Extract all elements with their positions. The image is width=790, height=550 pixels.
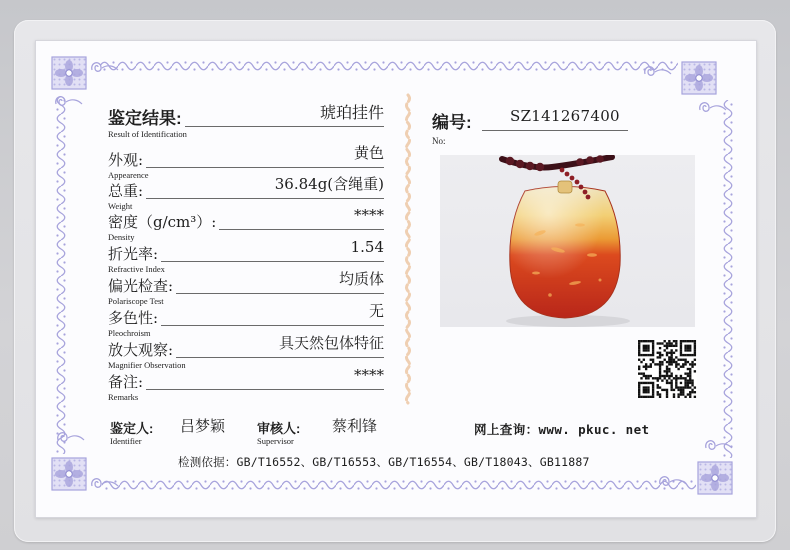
field-label: 折光率: [108,245,159,263]
field-label-en: Polariscope Test [108,296,164,306]
field-value: 1.54 [350,238,384,256]
qr-code-icon [637,340,697,398]
field-label-en: Refractive Index [108,264,165,274]
field-row-polariscope [108,270,384,308]
field-value: 黄色 [353,144,384,162]
amber-pendant-photo [440,155,695,327]
field-label-en: Remarks [108,392,139,402]
supervisor-block [257,421,300,446]
field-value: **** [354,366,384,384]
result-label: 鉴定结果: [108,109,182,128]
field-label-en: Appearence [108,170,149,180]
field-label-en: Magnifier Observation [108,360,186,370]
number-label: 编号: [432,113,472,132]
identifier-label: 鉴定人: [110,421,154,436]
field-underline [146,198,384,199]
field-label: 外观: [108,151,144,169]
number-label-en: No: [432,136,446,146]
field-row-remarks [108,366,384,404]
field-label: 放大观察: [108,341,174,359]
field-underline [146,389,384,390]
field-underline [161,261,384,262]
field-value: 具天然包体特征 [278,334,384,352]
field-label: 总重: [108,182,144,200]
field-label-en: Weight [108,201,133,211]
field-underline [146,167,384,168]
certificate-number: SZ141267400 [510,107,620,125]
result-label-en: Result of Identification [108,129,187,139]
result-underline [185,126,384,127]
field-value: **** [354,206,384,224]
field-row-magnifier [108,334,384,372]
supervisor-label-en: Supervisor [257,436,294,446]
field-underline [176,357,384,358]
field-underline [219,229,384,230]
certificate-number-row [432,107,628,147]
field-underline [176,293,384,294]
number-underline [482,130,628,131]
identifier-block [110,421,153,446]
result-value: 琥珀挂件 [319,103,384,122]
supervisor-label: 审核人: [257,421,301,436]
identifier-label-en: Identifier [110,436,142,446]
field-label: 备注: [108,373,144,391]
field-underline [161,325,384,326]
online-query-text: 网上查询：www. pkuc. net [474,422,650,437]
field-label: 偏光检查: [108,277,174,295]
field-label: 多色性: [108,309,159,327]
field-value: 36.84g(含绳重) [274,175,384,193]
supervisor-name: 蔡利锋 [332,417,378,435]
field-value: 无 [368,302,384,320]
testing-standards: 检测依据：GB/T16552、GB/T16553、GB/T16554、GB/T18043、GB11887 [178,455,590,469]
field-label: 密度（g/cm³）: [108,213,217,231]
field-label-en: Density [108,232,135,242]
field-label-en: Pleochroism [108,328,151,338]
identifier-name: 吕梦颖 [180,417,226,435]
field-value: 均质体 [338,270,384,288]
result-row [108,103,384,139]
